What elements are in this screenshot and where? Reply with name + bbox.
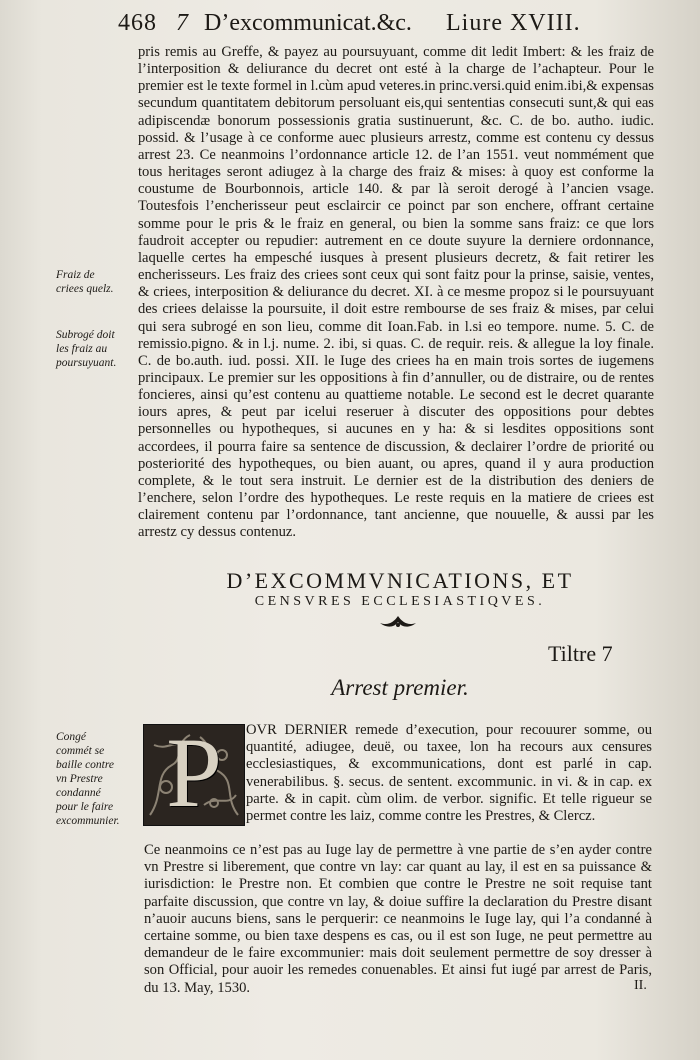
title-number: Tiltre 7 [548,641,613,666]
article-paragraph-start [246,722,652,825]
running-title: D’excommunicat.&c. [204,10,412,36]
initial-letter: P [166,717,222,828]
running-title-number: 7 [176,10,188,36]
fleuron-icon [378,614,418,635]
book-number: Liure XVIII. [446,10,581,36]
signature-mark: II. [634,978,647,993]
article-text-first: OVR DERNIER remede d’execution, pour recouurer somme, ou quantité, adiugee, deuë, ou taxee, lon ha recours aux censures ecclesiastiques, & excommunications, dont est parlé in cap. venerabilibus. §. secus. de sentent. excommunic. in vi. & in cap. ex parte. & in capit. cùm olim. de verbor. signific. Et telle rigueur se permet contre les laiz, comme contre les Prestres, & Clercz. [246,722,652,825]
running-header [118,10,678,40]
section-heading: D’EXCOMMVNICATIONS, ET [226,568,574,593]
article-heading: Arrest premier. [331,675,469,700]
body-paragraph [138,44,654,542]
section-subheading: CENSVRES ECCLESIASTIQVES. [254,594,546,609]
body-paragraph-text: pris remis au Greffe, & payez au poursuyuant, comme dit ledit Imbert: & les fraiz de l’interposition & deliurance du decret ont esté à la charge de l’achapteur. Pour le premier est le texte formel in l.cùm apud veteres.in princ.versi.quid enim.ibi,& expensas secundum quantitatem debitorum persoluant eis,qui sententias consecuti sunt,& qui eas adipiscendæ bonorum possessionis gratia sustinuerunt, &c. C. de bo. autho. iudic. possid. & l’usage à ce conforme auec plusieurs arrestz, comme est contenu cy dessus arrest 23. Ce neanmoins l’ordonnance article 12. de l’an 1551. veut nommément que tous heritages seront adiugez à la charge des fraiz & mises: à quoy est conforme la coustume de Bourbonnois, article 140. & par là seroit derogé à l’ancien vsage. Toutesfois l’encherisseur peut esclaircir ce poinct par son enchere, offrant certaine somme pour le pris & le fraiz en general, ou bien la somme sans fraiz: ce que lors faudroit accepter ou repudier: autrement en ce doute suyure la derniere ordonnance, laquelle certes ha empesché iusques à present plusieurs decretz, & fait retirer les encherisseurs. Les fraiz des criees sont ceux qui sont faitz pour la prinse, saisie, ventes, & criees, interposition & deliurance du decret. XI. à ce mesme propoz si le poursuyuant des criees delaisse la poursuite, il doit estre rembourse de ses fraiz & mises, par celui qui sera subrogé en son lieu, comme dit Ioan.Fab. in l.si eo tempore. nume. 5. C. de remissio.pigno. & in l.j. nume. 2. ibi, si quas. C. de requir. reis. & allegue la loy finale. C. de bo.auth. iud. possi. XII. le Iuge des criees ha en main trois sortes de iugemens principaux. Le premier sur les oppositions à fin d’annuller, ou de distraire, ou de rentes foncieres, ainsi qu’est contenu au quattieme notable. Le second est le decret quarante iours apres, & peut par icelui reseruer à discuter des oppositions pour debtes personnelles ou hypotheques, si aucunes en y ha: & si lesdites oppositions sont accordees, il pourra faire sa sentence de discussion, & declairer l’ordre de priorité ou posteriorité des hypotheques, ou bien auant, ou apres, quand il y aura production complete, & le tout sera instruit. Le dernier est de la distribution des deniers de l’enchere, selon l’ordre des hypotheques. Le reste requis en la matiere de criees est clairement contenu par l’ordonnance, tant ancienne, que nouuelle, & aussi par les arrestz cy dessus contenuz. [138,44,654,541]
article-paragraph-continued [144,842,652,997]
margin-note-subroge: Subrogé doit les fraiz au poursuyuant. [56,329,117,369]
margin-note-fraiz: Fraiz de criees quelz. [56,269,114,295]
article-text-rest: Ce neanmoins ce n’est pas au Iuge lay de permettre à vne partie de s’en ayder contre vn Prestre si liberement, que contre vn lay: car quant au lay, il est en sa puissance & iurisdiction: le Prestre non. Et combien que contre le Prestre ne soit requise tant parfaite discussion, que contre vn lay, & doiue suffire la declaration du Prestre disant n’auoir aucuns biens, sans le perquerir: ce neanmoins le Iuge lay, qui l’a condanné à certaine somme, ou bien taxe despens es cas, ou il est son Iuge, ne peut permettre au demandeur de le faire excommunier: mais doit seulement permettre de soy dresser à son Official, pour auoir les remedes conuenables. Et ainsi fut iugé par arrest de Paris, du 13. May, 1530. [144,842,652,996]
page-number: 468 [118,10,157,36]
decorated-initial [143,717,245,828]
margin-note-conge: Congé commét se baille contre vn Prestre condanné pour le faire excommunier. [56,731,120,827]
